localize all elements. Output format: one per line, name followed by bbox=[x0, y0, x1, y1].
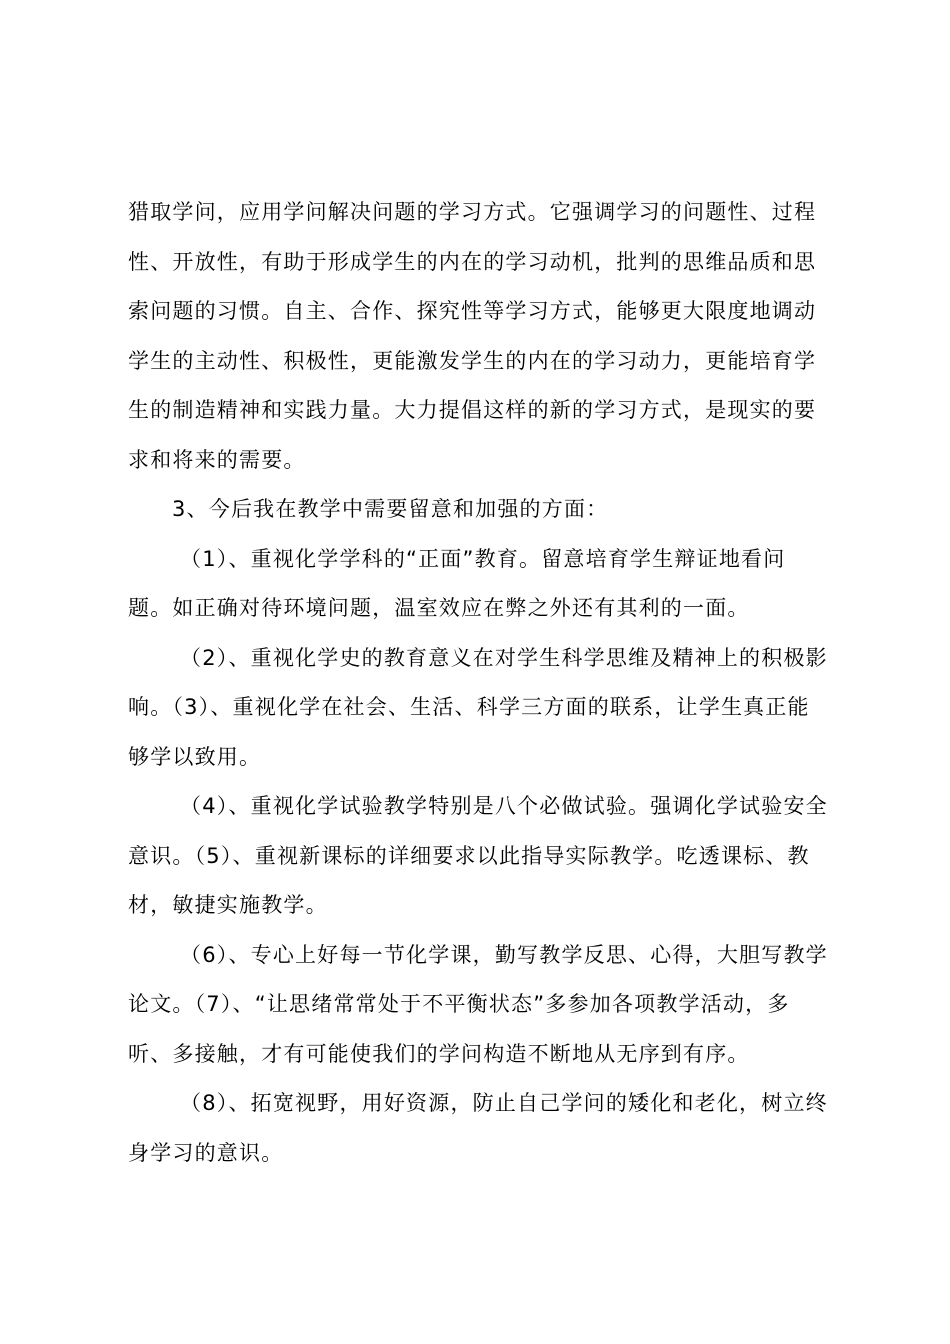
text-line: 意识。（5）、重视新课标的详细要求以此指导实际教学。吃透课标、教 bbox=[128, 843, 810, 868]
text-line: 论文。（7）、“让思绪常常处于不平衡状态”多参加各项教学活动，多 bbox=[128, 992, 790, 1016]
text-line: 生的制造精神和实践力量。大力提倡这样的新的学习方式，是现实的要 bbox=[128, 398, 817, 422]
text-line: 题。如正确对待环境问题，温室效应在弊之外还有其利的一面。 bbox=[128, 596, 750, 620]
text-line: （6）、专心上好每一节化学课，勤写教学反思、心得，大胆写教学 bbox=[180, 942, 828, 967]
text-line: 索问题的习惯。自主、合作、探究性等学习方式，能够更大限度地调动 bbox=[128, 299, 817, 323]
text-line: 求和将来的需要。 bbox=[128, 447, 306, 472]
text-line: 响。（3）、重视化学在社会、生活、科学三方面的联系，让学生真正能 bbox=[128, 695, 810, 719]
text-line: 够学以致用。 bbox=[128, 744, 262, 769]
text-line: 听、多接触，才有可能使我们的学问构造不断地从无序到有序。 bbox=[128, 1041, 750, 1066]
text-line: 学生的主动性、积极性，更能激发学生的内在的学习动力，更能培育学 bbox=[128, 348, 817, 373]
text-line: 材，敏捷实施教学。 bbox=[128, 893, 328, 917]
text-line: 猎取学问，应用学问解决问题的学习方式。它强调学习的问题性、过程 bbox=[128, 200, 817, 224]
section-heading: 3、今后我在教学中需要留意和加强的方面： bbox=[172, 497, 609, 521]
document-body bbox=[128, 188, 830, 1178]
text-line: （1）、重视化学学科的“正面”教育。留意培育学生辩证地看问 bbox=[180, 546, 786, 571]
text-line: 性、开放性，有助于形成学生的内在的学习动机，批判的思维品质和思 bbox=[128, 249, 817, 274]
text-line: （2）、重视化学史的教育意义在对学生科学思维及精神上的积极影 bbox=[180, 645, 828, 670]
text-line: （8）、拓宽视野，用好资源，防止自己学问的矮化和老化，树立终 bbox=[180, 1091, 828, 1115]
text-line: （4）、重视化学试验教学特别是八个必做试验。强调化学试验安全 bbox=[180, 794, 828, 818]
text-line: 身学习的意识。 bbox=[128, 1140, 284, 1165]
